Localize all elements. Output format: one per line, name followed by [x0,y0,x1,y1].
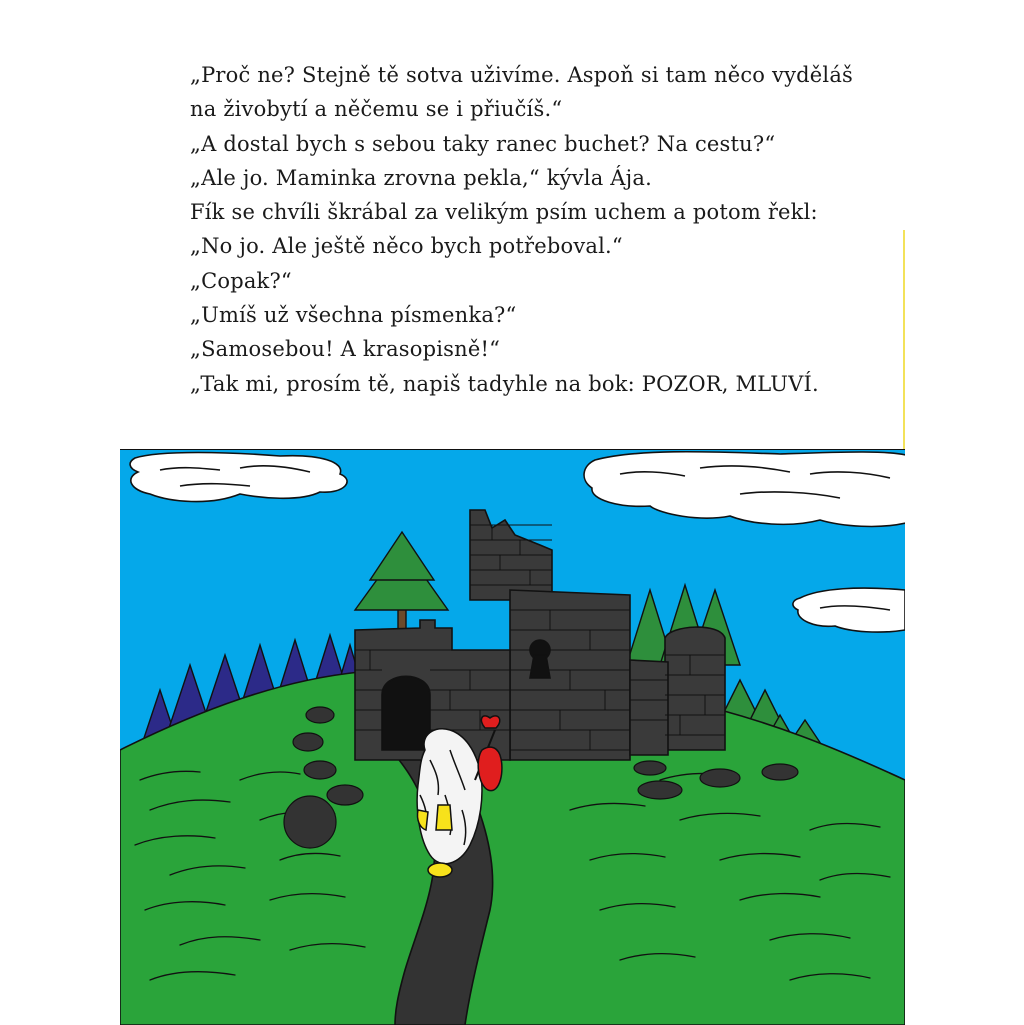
text-line: „Ale jo. Maminka zrovna pekla,“ kývla Ája. [190,165,652,190]
cloud-left [130,453,347,502]
text-line: „Copak?“ [190,268,292,293]
text-line: „Proč ne? Stejně tě sotva uživíme. Aspoň si tam něco vyděláš [190,63,854,87]
text-line: „No jo. Ale ještě něco bych potřeboval.“ [190,234,623,259]
text-line: „Tak mi, prosím tě, napiš tadyhle na bok: POZOR, MLUVÍ. [190,371,819,396]
text-line: „Umíš už všechna písmenka?“ [190,303,517,328]
story-text [190,58,910,401]
castle-illustration [120,449,905,1025]
text-line: na živobytí a něčemu se i přiučíš.“ [190,97,563,122]
text-line: „A dostal bych s sebou taky ranec buchet? Na cestu?“ [190,131,776,156]
text-line: Fík se chvíli škrábal za velikým psím uchem a potom řekl: [190,200,818,225]
text-line: „Samosebou! A krasopisně!“ [190,337,501,362]
